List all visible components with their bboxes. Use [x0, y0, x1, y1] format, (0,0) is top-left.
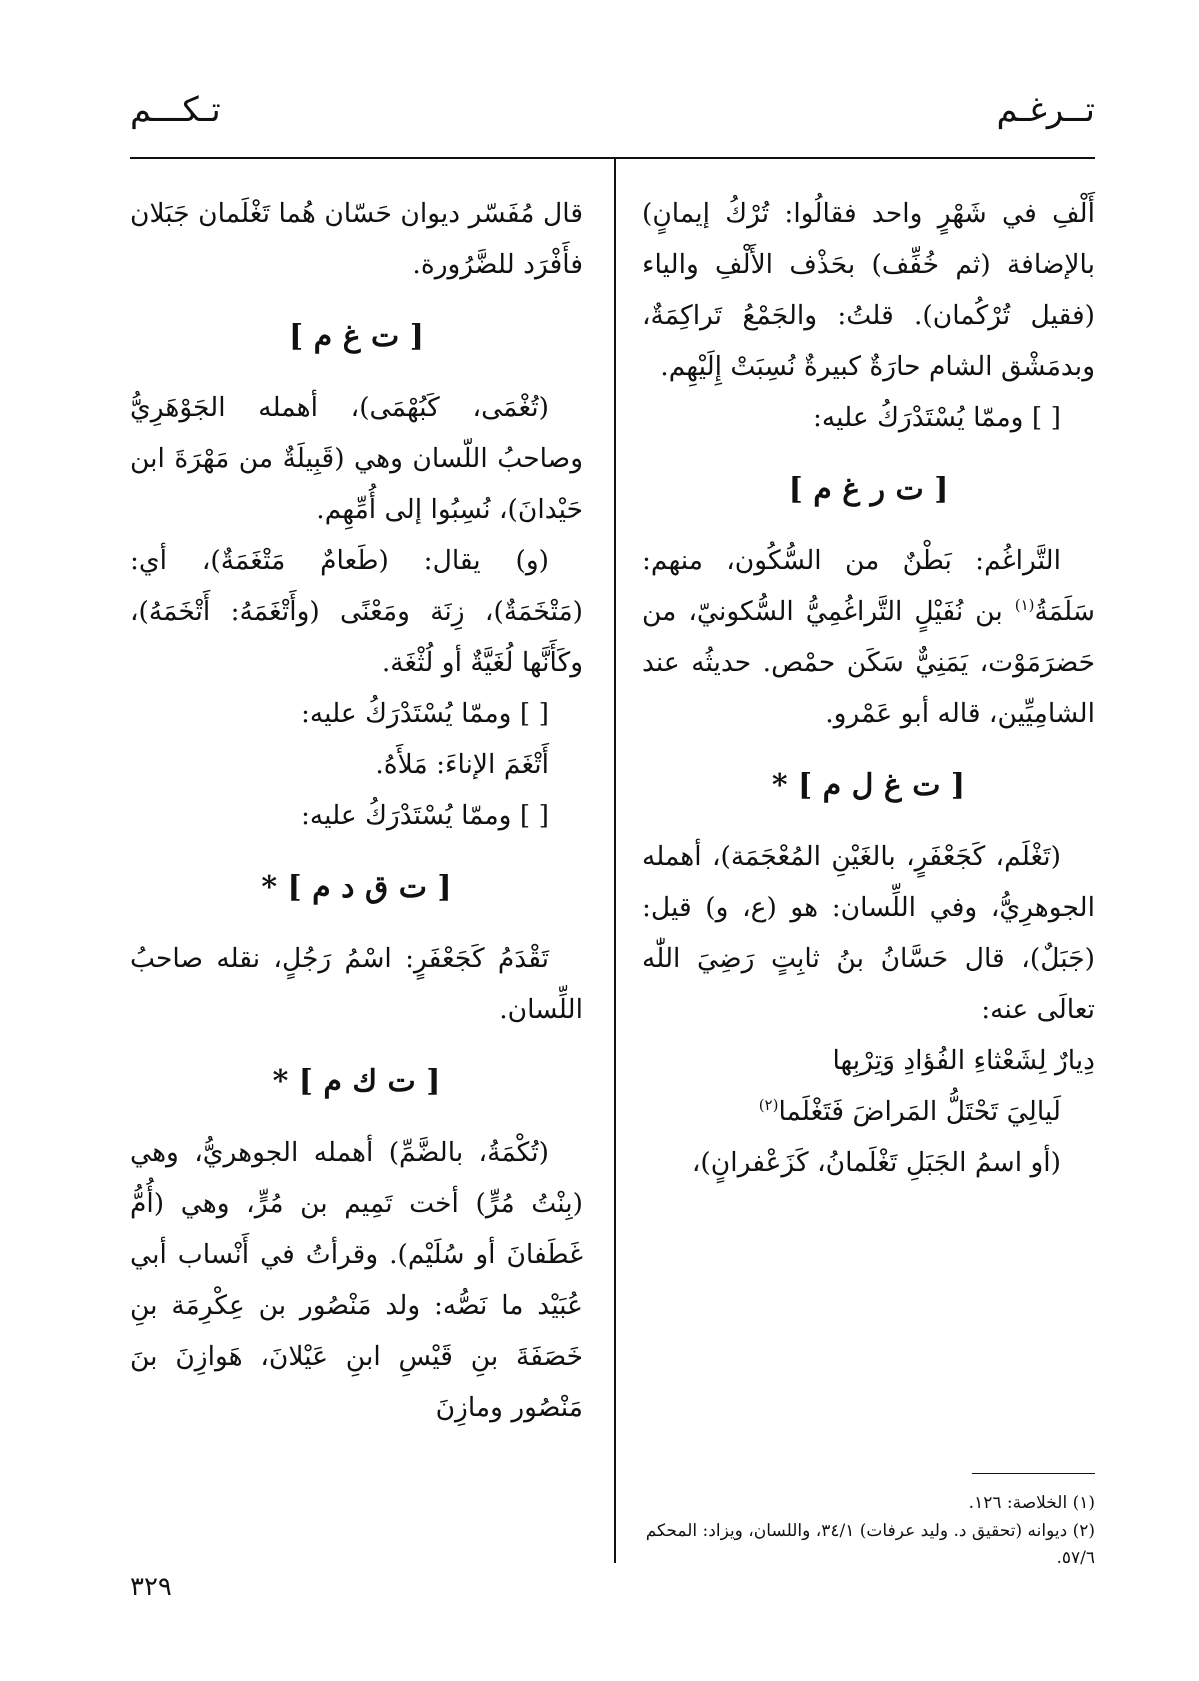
entry-text: أَتْغَمَ الإناءَ: مَلأَهُ.: [375, 749, 549, 780]
footnote-text: (١) الخلاصة: ١٢٦.: [968, 1493, 1095, 1513]
verse-text: لَيالِيَ تَحْتَلُّ المَراضَ فَتَغْلَما: [778, 1096, 1061, 1127]
entry-heading: [ ت ر غ م ]: [788, 472, 949, 507]
entry-text-part: بن نُفَيْلٍ التَّراغُمِيُّ السُّكونيّ، من حَضرَمَوْت، يَمَنِيٌّ سَكَن حمْص. حديثُه عند الشامِيِّين، قاله أبو عَمْرو.: [642, 596, 1095, 729]
entry-text: (و) يقال: (طَعامٌ مَتْغَمَةٌ)، أي: (مَتْخَمَةٌ)، زِنَة ومَعْنًى (وأَتْغَمَهُ: أَتْخَمَهُ)، وكَأَنَّها لُغَيَّةٌ أو لُثْغَة.: [130, 545, 583, 678]
entry-text: (تُغْمَى، كَبُهْمَى)، أهمله الجَوْهَرِيُّ وصاحبُ اللّسان وهي (قَبِيلَةٌ من مَهْرَةَ ابن حَيْدانَ)، نُسِبُوا إلى أُمِّهِم.: [130, 392, 583, 525]
column-divider: [614, 158, 616, 1563]
running-header-right: تــرغـم: [996, 90, 1095, 130]
addendum-note: [ ] وممّا يُسْتَدْرَكُ عليه:: [812, 402, 1061, 433]
footnote-marker: (٢): [758, 1096, 779, 1115]
entry-heading: [ ت ق د م ] *: [261, 870, 452, 905]
addendum-note: [ ] وممّا يُسْتَدْرَكُ عليه:: [300, 698, 549, 729]
verse-line: [642, 1086, 1095, 1137]
running-header-left: تـكـــم: [130, 90, 221, 130]
entry-text: (أو اسمُ الجَبَلِ تَغْلَمانُ، كَزَعْفرانٍ)،: [691, 1147, 1061, 1178]
entry-text: أَلْفِ في شَهْرٍ واحد فقالُوا: تُرْكُ إيمانٍ) بالإضافة (ثم خُفِّف) بحَذْف الأَلْفِ والياء (فقيل تُرْكُمان). قلتُ: والجَمْعُ تَراكِمَةٌ، وبدمَشْق الشام حارَةٌ كبيرةٌ نُسِبَتْ إِلَيْهِم.: [642, 198, 1095, 382]
entry-text: (تُكْمَةُ، بالضَّمِّ) أهمله الجوهريُّ، وهي (بِنْتُ مُرٍّ) أخت تَمِيم بن مُرٍّ، وهي (أُمُّ غَطَفانَ أو سُلَيْم). وقرأتُ في أَنْساب أبي عُبَيْد ما نَصُّه: ولد مَنْصُور بن عِكْرِمَة بنِ خَصَفَةَ بنِ قَيْسِ ابنِ عَيْلانَ، هَوازِنَ بنَ مَنْصُور ومازِنَ: [130, 1137, 583, 1423]
entry-heading: [ ت ك م ] *: [272, 1064, 441, 1099]
footnote: [642, 1490, 1095, 1517]
entry-heading: [ ت غ م ]: [289, 319, 424, 354]
entry-text: تَقْدَمُ كَجَعْفَرٍ: اسْمُ رَجُلٍ، نقله صاحبُ اللِّسان.: [130, 943, 583, 1025]
entry-heading: [ ت غ ل م ] *: [771, 768, 966, 803]
entry-text-part: التَّراغُم: بَطْنٌ من السُّكُون، منهم: سَلَمَةُ: [642, 545, 1095, 627]
verse-line: دِيارٌ لِشَعْثاءِ الفُؤادِ وَتِرْبِها: [832, 1045, 1095, 1076]
header-rule: [130, 157, 1095, 159]
entry-text: (تَغْلَم، كَجَعْفَرٍ، بالغَيْنِ المُعْجَمَة)، أهمله الجوهرِيُّ، وفي اللِّسان: هو (ع، و) قيل: (جَبَلٌ)، قال حَسَّانُ بنُ ثابِتٍ رَضِيَ اللّٰه تعالَى عنه:: [642, 841, 1095, 1025]
footnote-text: (٢) ديوانه (تحقيق د. وليد عرفات) ٣٤/١، واللسان، ويزاد: المحكم ٥٧/٦.: [645, 1521, 1095, 1568]
left-column: [130, 188, 583, 1433]
footnote-marker: (١): [1014, 596, 1035, 615]
addendum-note: [ ] وممّا يُسْتَدْرَكُ عليه:: [300, 800, 549, 831]
entry-text: [642, 535, 1095, 739]
footnote: [642, 1518, 1095, 1572]
entry-text: قال مُفَسّر ديوان حَسّان هُما تَغْلَمان جَبَلان فأَفْرَد للضَّرُورة.: [130, 198, 583, 280]
page-number: ٣٢٩: [130, 1572, 172, 1602]
right-column: [642, 188, 1095, 1188]
footnote-rule: [972, 1473, 1095, 1474]
